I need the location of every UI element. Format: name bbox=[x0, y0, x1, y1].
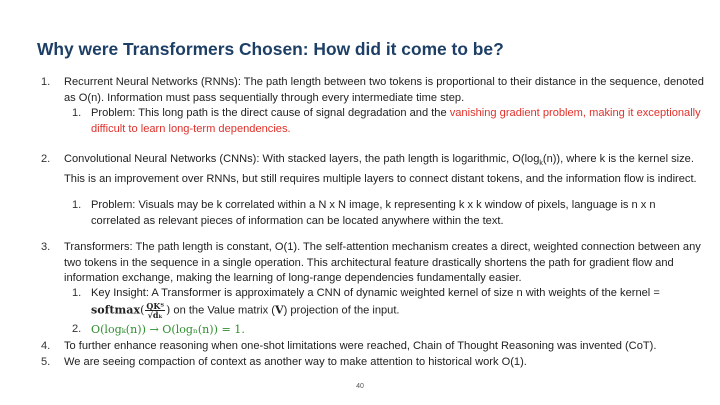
list-item-transformers bbox=[41, 240, 704, 287]
list-number: 5. bbox=[41, 356, 51, 368]
list-number: 4. bbox=[41, 340, 51, 352]
list-item-text-cont: (n)), where k is the kernel size. This is an improvement over RNNs, but still requires multiple layers to connect distant tokens, and the information flow is indirect. bbox=[64, 153, 697, 185]
list-item-text: Recurrent Neural Networks (RNNs): The path length between two tokens is proportional to their distance in the sequence, denoted as O(n). Information must pass sequentially through every intermediate time step. bbox=[64, 76, 704, 104]
sub-item-text-cont: on the Value matrix ( bbox=[173, 303, 275, 316]
sub-item-text-end: ) projection of the input. bbox=[283, 303, 400, 316]
sub-item-key-insight: 1. Key Insight: A Transformer is approximately a CNN of dynamic weighted kernel of size n with weights of the kernel = softmax( $\frac{\text{QKᵀ}}{\text{√dₖ}}$ ) on the Value matrix (V) projection of the input. bbox=[72, 287, 660, 320]
list-number: 1. bbox=[41, 76, 51, 88]
list-item-text: We are seeing compaction of context as another way to make attention to historical work O(1). bbox=[64, 356, 527, 368]
sub-item-cnn-problem bbox=[72, 198, 701, 229]
value-matrix-symbol: V bbox=[274, 302, 284, 316]
sub-list-number: 1. bbox=[72, 287, 82, 299]
sub-item-rnn-problem bbox=[72, 106, 701, 137]
sub-item-text: Problem: Visuals may be k correlated within a N x N image, k representing k x k window of pixels, language is n x n correlated as relevant pieces of information can be located anywhere within the text. bbox=[91, 199, 656, 227]
list-number: 2. bbox=[41, 153, 51, 165]
fraction-numerator: QKᵀ bbox=[146, 300, 164, 311]
sub-list-number: 1. bbox=[72, 199, 82, 211]
sub-list-number: 2. bbox=[72, 323, 82, 335]
complexity-formula: O(logₖ(n)) → O(logₙ(n)) = 1. bbox=[91, 323, 245, 336]
sub-item-formula bbox=[72, 322, 701, 339]
sub-list-number: 1. bbox=[72, 107, 82, 119]
subscript-k: k bbox=[539, 160, 543, 168]
list-number: 3. bbox=[41, 241, 51, 253]
list-item-cot bbox=[41, 339, 704, 355]
fraction-denominator: √dₖ bbox=[147, 309, 163, 320]
highlighted-text: vanishing gradient problem, making it exceptionally difficult to learn long-term dependencies. bbox=[91, 107, 701, 135]
list-item-text: To further enhance reasoning when one-shot limitations were reached, Chain of Thought Reasoning was invented (CoT). bbox=[64, 340, 657, 352]
list-item-compaction bbox=[41, 355, 704, 371]
slide-title: Why were Transformers Chosen: How did it come to be? bbox=[37, 39, 504, 59]
softmax-label: softmax bbox=[91, 302, 141, 316]
list-item-rnn bbox=[41, 75, 704, 106]
list-item-cnn bbox=[41, 152, 704, 187]
list-item-text: Convolutional Neural Networks (CNNs): With stacked layers, the path length is logarithmic, O(log bbox=[64, 153, 540, 165]
list-item-text: Transformers: The path length is constant, O(1). The self-attention mechanism creates a direct, weighted connection between any two tokens in the sequence in a single operation. This architectural feature drastically shortens the path for gradient flow and information exchange, making the learning of long-range dependencies fundamentally easier. bbox=[64, 241, 701, 284]
sub-item-text: Key Insight: A Transformer is approximately a CNN of dynamic weighted kernel of size n with weights of the kernel = bbox=[91, 287, 660, 299]
page-number: 40 bbox=[356, 383, 364, 390]
softmax-fraction bbox=[145, 302, 165, 319]
sub-item-text: Problem: This long path is the direct cause of signal degradation and the bbox=[91, 107, 450, 119]
